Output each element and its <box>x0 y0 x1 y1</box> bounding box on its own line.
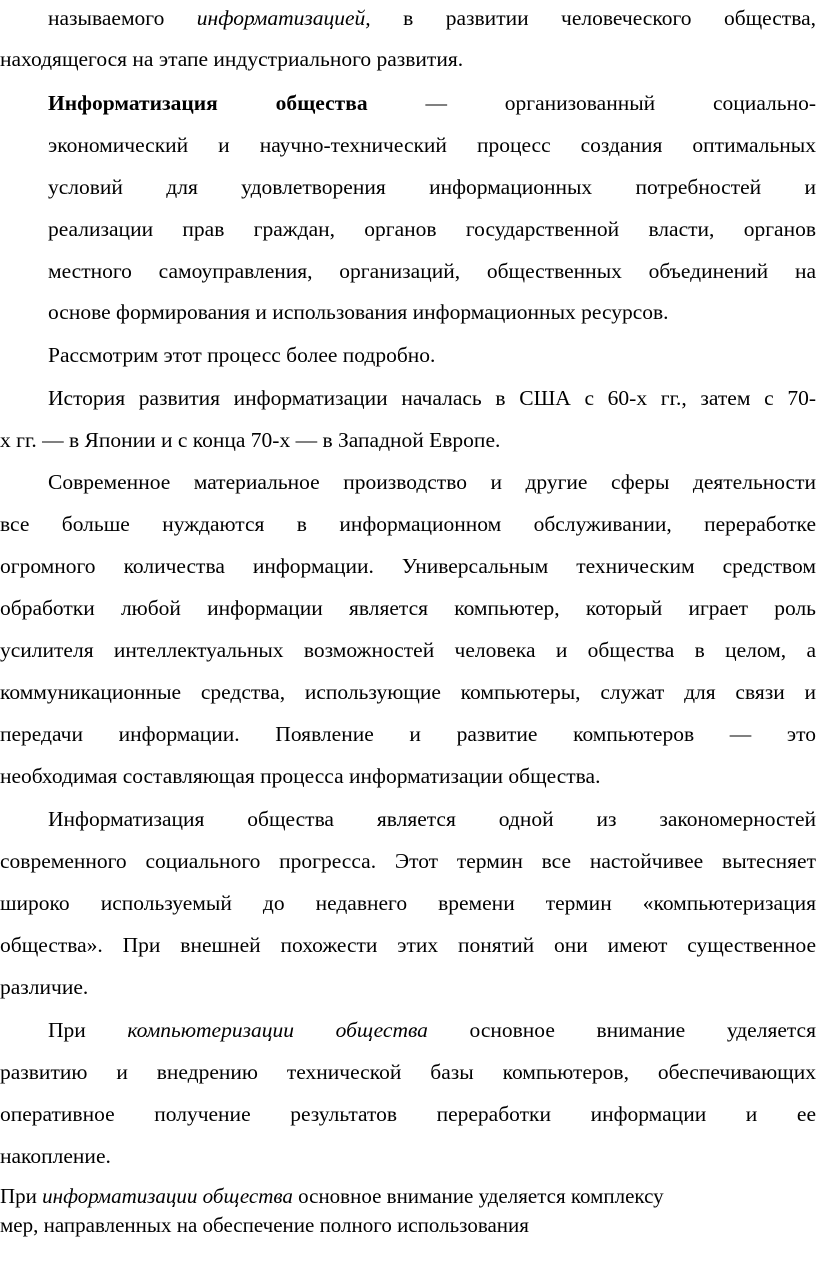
paragraph-line: передачи информации. Появление и развитие компьютеров — это <box>0 722 816 746</box>
paragraph-line: называемого информатизацией, в развитии человеческого общества, <box>48 6 816 30</box>
paragraph-line: различие. <box>0 975 89 999</box>
paragraph-line: мер, направленных на обеспечение полного использования <box>0 1213 529 1237</box>
paragraph-line: широко используемый до недавнего времени термин «компьютеризация <box>0 891 816 915</box>
italic-term: информатизации общества <box>42 1184 293 1208</box>
definition-line: основе формирования и использования информационных ресурсов. <box>48 300 669 324</box>
paragraph-line: находящегося на этапе индустриального развития. <box>0 47 464 71</box>
definition-line: реализации прав граждан, органов государственной власти, органов <box>48 217 816 241</box>
bold-term: Информатизация общества <box>48 91 368 115</box>
paragraph-line: накопление. <box>0 1144 111 1168</box>
paragraph-line: современного социального прогресса. Этот термин все настойчивее вытесняет <box>0 849 816 873</box>
paragraph-line: обработки любой информации является компьютер, который играет роль <box>0 596 816 620</box>
paragraph-line: все больше нуждаются в информационном обслуживании, переработке <box>0 512 816 536</box>
definition-line: Информатизация общества — организованный социально- <box>48 91 816 115</box>
paragraph-line: История развития информатизации началась в США с 60-х гг., затем с 70- <box>48 386 816 410</box>
paragraph-line: Информатизация общества является одной из закономерностей <box>48 807 816 831</box>
definition-line: условий для удовлетворения информационных потребностей и <box>48 175 816 199</box>
definition-line: местного самоуправления, организаций, общественных объединений на <box>48 259 816 283</box>
paragraph-line: общества». При внешней похожести этих понятий они имеют существенное <box>0 933 816 957</box>
paragraph-line: необходимая составляющая процесса информатизации общества. <box>0 764 601 788</box>
paragraph-line: При компьютеризации общества основное внимание уделяется <box>48 1018 816 1042</box>
italic-term: информатизацией, <box>196 6 371 30</box>
paragraph-line: При информатизации общества основное внимание уделяется комплексу <box>0 1184 664 1208</box>
paragraph-line: Современное материальное производство и другие сферы деятельности <box>48 470 816 494</box>
paragraph-line: огромного количества информации. Универсальным техническим средством <box>0 554 816 578</box>
paragraph-line: оперативное получение результатов переработки информации и ее <box>0 1102 816 1126</box>
paragraph-line: коммуникационные средства, использующие компьютеры, служат для связи и <box>0 680 816 704</box>
paragraph-line: Рассмотрим этот процесс более подробно. <box>48 343 436 367</box>
paragraph-line: х гг. — в Японии и с конца 70-х — в Западной Европе. <box>0 428 501 452</box>
paragraph-line: усилителя интеллектуальных возможностей человека и общества в целом, а <box>0 638 816 662</box>
paragraph-line: развитию и внедрению технической базы компьютеров, обеспечивающих <box>0 1060 816 1084</box>
italic-term: компьютеризации общества <box>127 1018 428 1042</box>
definition-line: экономический и научно-технический процесс создания оптимальных <box>48 133 816 157</box>
